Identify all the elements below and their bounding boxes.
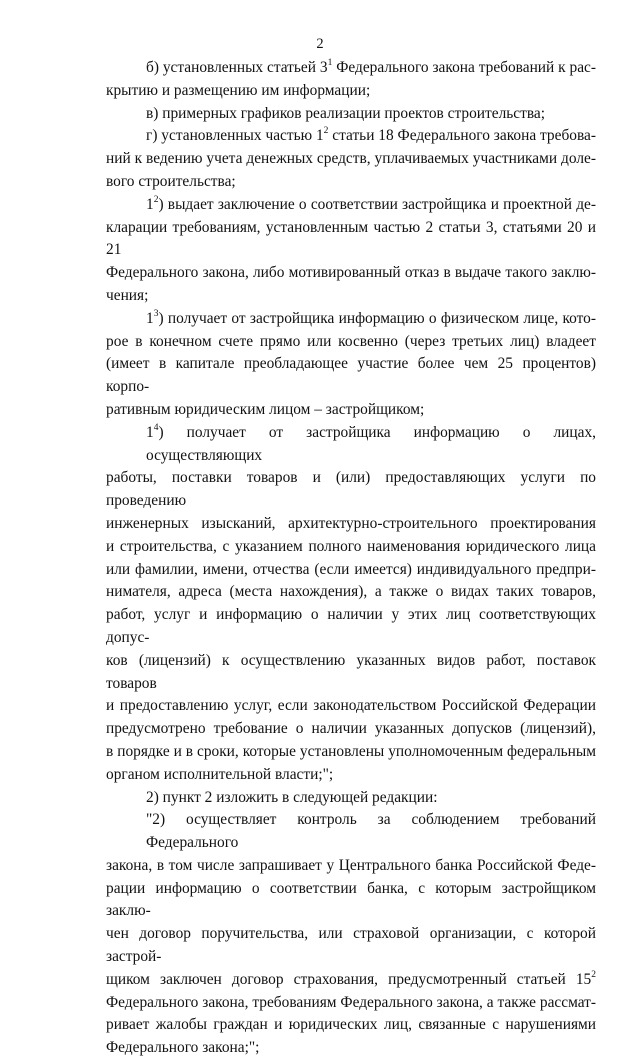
superscript: 3 [153, 308, 159, 319]
text-line: ривает жалобы граждан и юридических лиц, связанные с нарушениями [106, 1016, 596, 1034]
text-line: и строительства, с указанием полного наименования юридического лица [106, 537, 596, 555]
paragraph-amend-2 [106, 787, 596, 810]
text-line: нимателя, адреса (места нахождения), а также о видах таких товаров, [106, 583, 596, 601]
text-run: 1 [146, 309, 154, 327]
superscript: 2 [153, 194, 159, 205]
text-line: работ, услуг и информацию о наличии у этих лиц соответствующих допус- [106, 606, 596, 646]
text-line: чен договор поручительства, или страховой организации, с которой застрой- [106, 925, 596, 966]
text-run: ) получает от застройщика информацию о физическом лице, кото- [158, 309, 596, 327]
paragraph-1-4 [106, 422, 596, 787]
text-line: органом исполнительной власти;"; [106, 765, 334, 783]
text-run: г) установленных частью 1 [146, 127, 324, 145]
document-body [106, 57, 596, 1060]
text-line: ков (лицензий) к осуществлению указанных видов работ, поставок товаров [106, 651, 596, 692]
text-line: Федерального закона, требованиям Федерального закона, а также рассмат- [106, 993, 596, 1011]
paragraph-v [106, 103, 596, 126]
text-run: б) установленных статьей 3 [146, 59, 328, 76]
text-line: "2) осуществляет контроль за соблюдением требований Федерального [146, 811, 596, 852]
text-line: Федерального закона, либо мотивированный отказ в выдаче такого заклю- [106, 264, 596, 282]
paragraph-1-3 [106, 308, 596, 422]
text-line: чения; [106, 286, 149, 304]
text-run: Федерального закона требований к рас- [336, 59, 596, 76]
paragraph-1-2 [106, 194, 596, 308]
text-line: рации информацию о соответствии банка, с которым застройщиком заклю- [106, 879, 596, 920]
text-line: работы, поставки товаров и (или) предоставляющих услуги по проведению [106, 469, 596, 510]
text-line: инженерных изысканий, архитектурно-строительного проектирования [106, 514, 596, 532]
text-line: закона, в том числе запрашивает у Центрального банка Российской Феде- [106, 856, 596, 874]
text-run: ) выдает заключение о соответствии застройщика и проектной де- [158, 195, 596, 213]
page-number: 2 [316, 36, 324, 52]
superscript: 1 [327, 57, 333, 68]
text-line: Федерального закона;"; [106, 1039, 260, 1057]
text-run: 1 [146, 423, 154, 441]
paragraph-g [106, 125, 596, 193]
text-run: статьи 18 Федерального закона требова- [332, 127, 596, 145]
text-line: вого строительства; [106, 172, 236, 190]
superscript: 2 [591, 969, 596, 980]
text-line: ний к ведению учета денежных средств, уплачиваемых участниками доле- [106, 150, 596, 168]
text-line: рое в конечном счете прямо или косвенно (через третьих лиц) владеет [106, 332, 596, 350]
text-line: в) примерных графиков реализации проектов строительства; [146, 104, 546, 122]
text-line: (имеет в капитале преобладающее участие более чем 25 процентов) корпо- [106, 355, 596, 396]
paragraph-b [106, 57, 596, 103]
paragraph-quoted-2 [106, 809, 596, 1060]
text-line: ративным юридическим лицом – застройщиком; [106, 400, 425, 418]
text-line: или фамилии, имени, отчества (если имеется) индивидуального предпри- [106, 560, 596, 578]
text-run: ) получает от застройщика информацию о лицах, осуществляющих [146, 423, 596, 464]
text-line: предусмотрено требование о наличии указанных допусков (лицензий), [106, 720, 596, 738]
superscript: 2 [323, 126, 329, 137]
text-line: в порядке и в сроки, которые установлены уполномоченным федеральным [106, 742, 596, 760]
text-line: крытию и размещению им информации; [106, 81, 371, 99]
text-line: кларации требованиям, установленным частью 2 статьи 3, статьями 20 и 21 [106, 218, 596, 259]
text-run: щиком заключен договор страхования, предусмотренный статьей 15 [106, 970, 592, 988]
text-line: 2) пункт 2 изложить в следующей редакции: [146, 788, 438, 806]
text-run: 1 [146, 195, 154, 213]
text-line: и предоставлению услуг, если законодательством Российской Федерации [106, 697, 596, 715]
superscript: 4 [153, 422, 159, 433]
